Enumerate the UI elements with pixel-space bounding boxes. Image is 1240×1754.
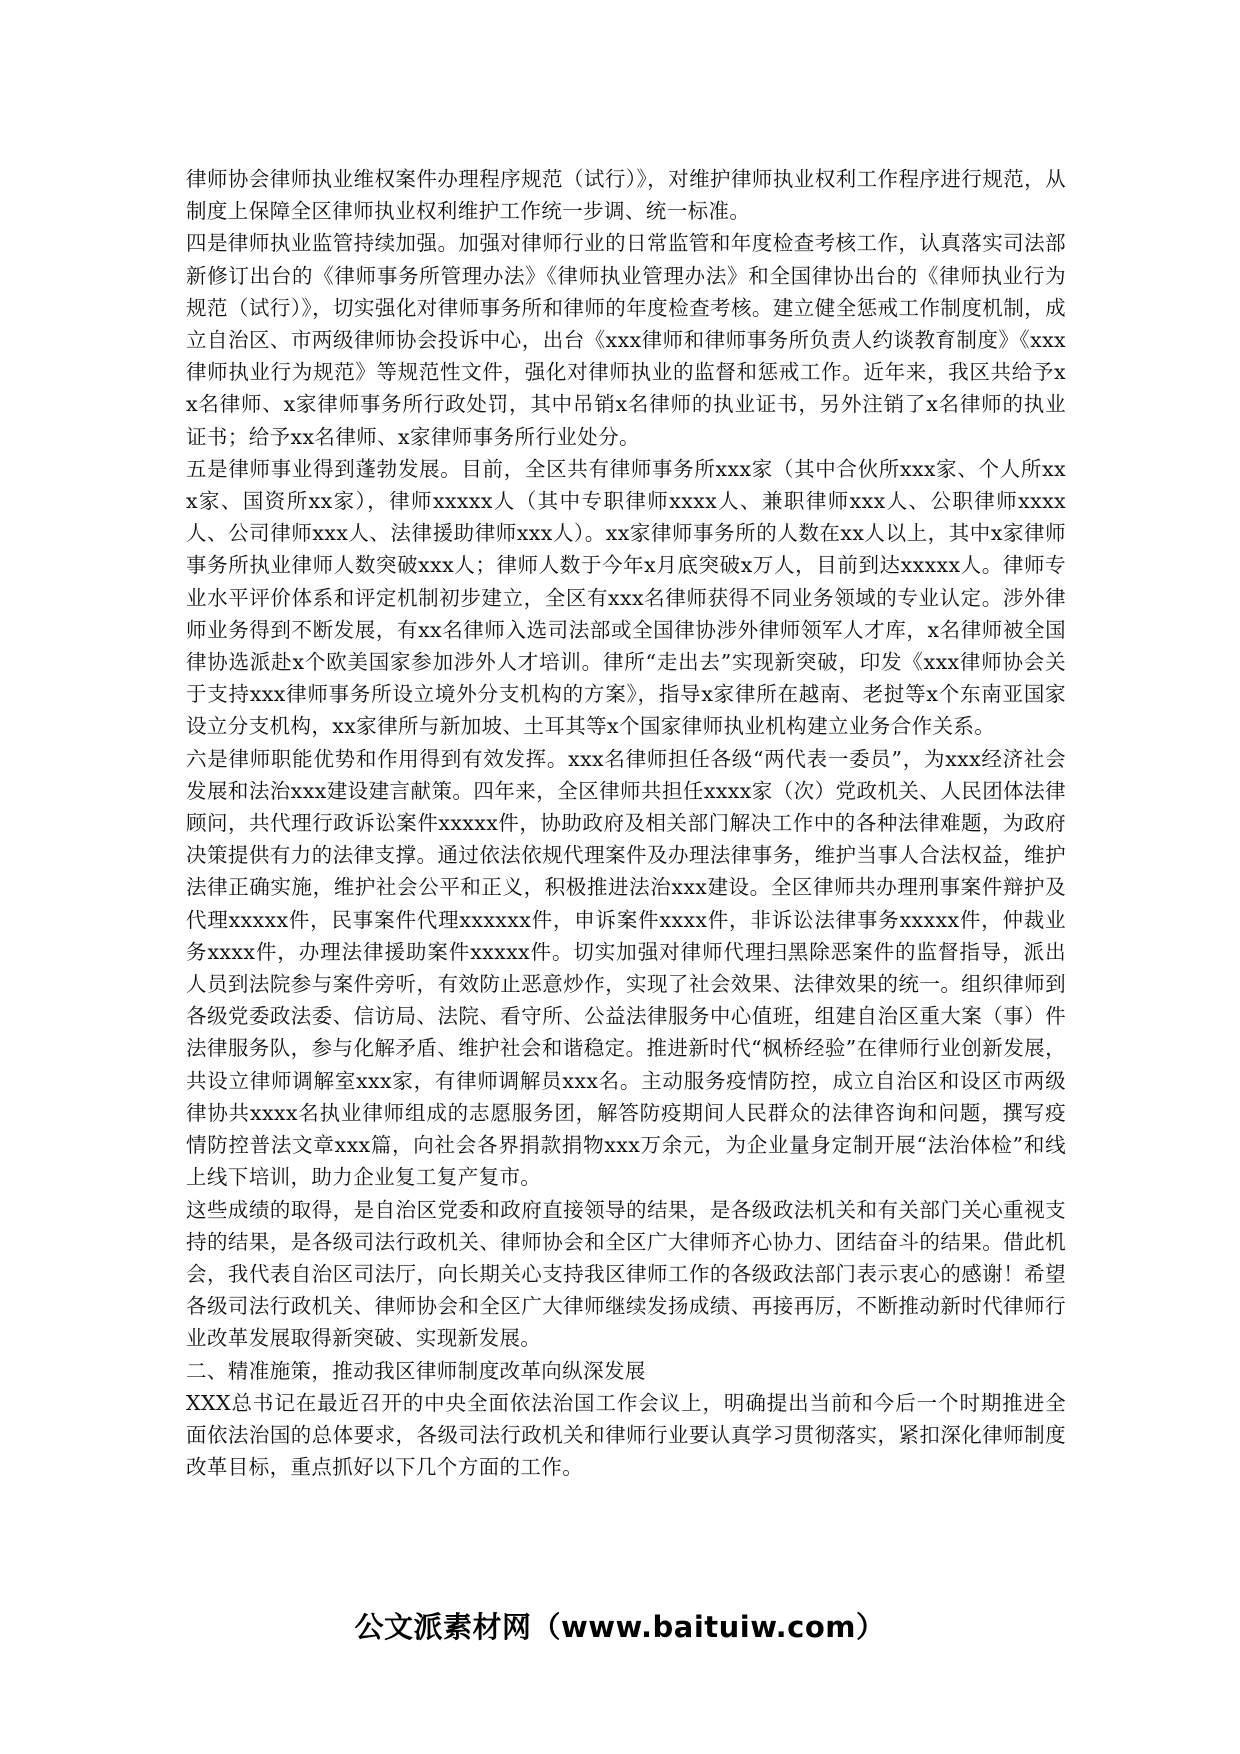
- footer-watermark: 公文派素材网（www.baituiw.com）: [354, 1610, 886, 1644]
- section-heading: 二、精准施策，推动我区律师制度改革向纵深发展: [186, 1358, 646, 1383]
- paragraph-acknowledgement: 这些成绩的取得，是自治区党委和政府直接领导的结果，是各级政法机关和有关部门关心重视支持的结果，是各级司法行政机关、律师协会和全区广大律师齐心协力、团结奋斗的结果。借此机会，我代表自治区司法厅，向长期关心支持我区律师工作的各级政法部门表示衷心的感谢！希望各级司法行政机关、律师协会和全区广大律师继续发扬成绩、再接再厉，不断推动新时代律师行业改革发展取得新突破、实现新发展。: [186, 1197, 1066, 1351]
- document-body: [186, 163, 1066, 1483]
- paragraph-continuation: 律师协会律师执业维权案件办理程序规范（试行）》，对维护律师执业权利工作程序进行规范，从制度上保障全区律师执业权利维护工作统一步调、统一标准。: [186, 167, 1066, 224]
- paragraph-supervision: 四是律师执业监管持续加强。加强对律师行业的日常监管和年度检查考核工作，认真落实司法部新修订出台的《律师事务所管理办法》《律师执业管理办法》和全国律协出台的《律师执业行为规范（试行）》，切实强化对律师事务所和律师的年度检查考核。建立健全惩戒工作制度机制，成立自治区、市两级律师协会投诉中心，出台《xxx律师和律师事务所负责人约谈教育制度》《xxx律师执业行为规范》等规范性文件，强化对律师执业的监督和惩戒工作。近年来，我区共给予xx名律师、x家律师事务所行政处罚，其中吊销x名律师的执业证书，另外注销了x名律师的执业证书；给予xx名律师、x家律师事务所行业处分。: [186, 231, 1066, 449]
- paragraph-functions: 六是律师职能优势和作用得到有效发挥。xxx名律师担任各级“两代表一委员”，为xxx经济社会发展和法治xxx建设建言献策。四年来，全区律师共担任xxxx家（次）党政机关、人民团体法律顾问，共代理行政诉讼案件xxxxx件，协助政府及相关部门解决工作中的各种法律难题，为政府决策提供有力的法律支撑。通过依法依规代理案件及办理法律事务，维护当事人合法权益，维护法律正确实施，维护社会公平和正义，积极推进法治xxx建设。全区律师共办理刑事案件辩护及代理xxxxx件，民事案件代理xxxxxx件，申诉案件xxxx件，非诉讼法律事务xxxxx件，仲裁业务xxxx件，办理法律援助案件xxxxx件。切实加强对律师代理扫黑除恶案件的监督指导，派出人员到法院参与案件旁听，有效防止恶意炒作，实现了社会效果、法律效果的统一。组织律师到各级党委政法委、信访局、法院、看守所、公益法律服务中心值班，组建自治区重大案（事）件法律服务队，参与化解矛盾、维护社会和谐稳定。推进新时代“枫桥经验”在律师行业创新发展，共设立律师调解室xxx家，有律师调解员xxx名。主动服务疫情防控，成立自治区和设区市两级律协共xxxx名执业律师组成的志愿服务团，解答防疫期间人民群众的法律咨询和问题，撰写疫情防控普法文章xxx篇，向社会各界捐款捐物xxx万余元，为企业量身定制开展“法治体检”和线上线下培训，助力企业复工复产复市。: [186, 746, 1066, 1190]
- paragraph-reform-intro: XXX总书记在最近召开的中央全面依法治国工作会议上，明确提出当前和今后一个时期推进全面依法治国的总体要求，各级司法行政机关和律师行业要认真学习贯彻落实，紧扣深化律师制度改革目标，重点抓好以下几个方面的工作。: [186, 1390, 1066, 1480]
- paragraph-development: 五是律师事业得到蓬勃发展。目前，全区共有律师事务所xxx家（其中合伙所xxx家、个人所xxx家、国资所xx家），律师xxxxx人（其中专职律师xxxx人、兼职律师xxx人、公职律师xxxx人、公司律师xxx人、法律援助律师xxx人）。xx家律师事务所的人数在xx人以上，其中x家律师事务所执业律师人数突破xxx人；律师人数于今年x月底突破x万人，目前到达xxxxx人。律师专业水平评价体系和评定机制初步建立，全区有xxx名律师获得不同业务领域的专业认定。涉外律师业务得到不断发展，有xx名律师入选司法部或全国律协涉外律师领军人才库，x名律师被全国律协选派赴x个欧美国家参加涉外人才培训。律所“走出去”实现新突破，印发《xxx律师协会关于支持xxx律师事务所设立境外分支机构的方案》，指导x家律所在越南、老挝等x个东南亚国家设立分支机构，xx家律所与新加坡、土耳其等x个国家律师执业机构建立业务合作关系。: [186, 456, 1066, 739]
